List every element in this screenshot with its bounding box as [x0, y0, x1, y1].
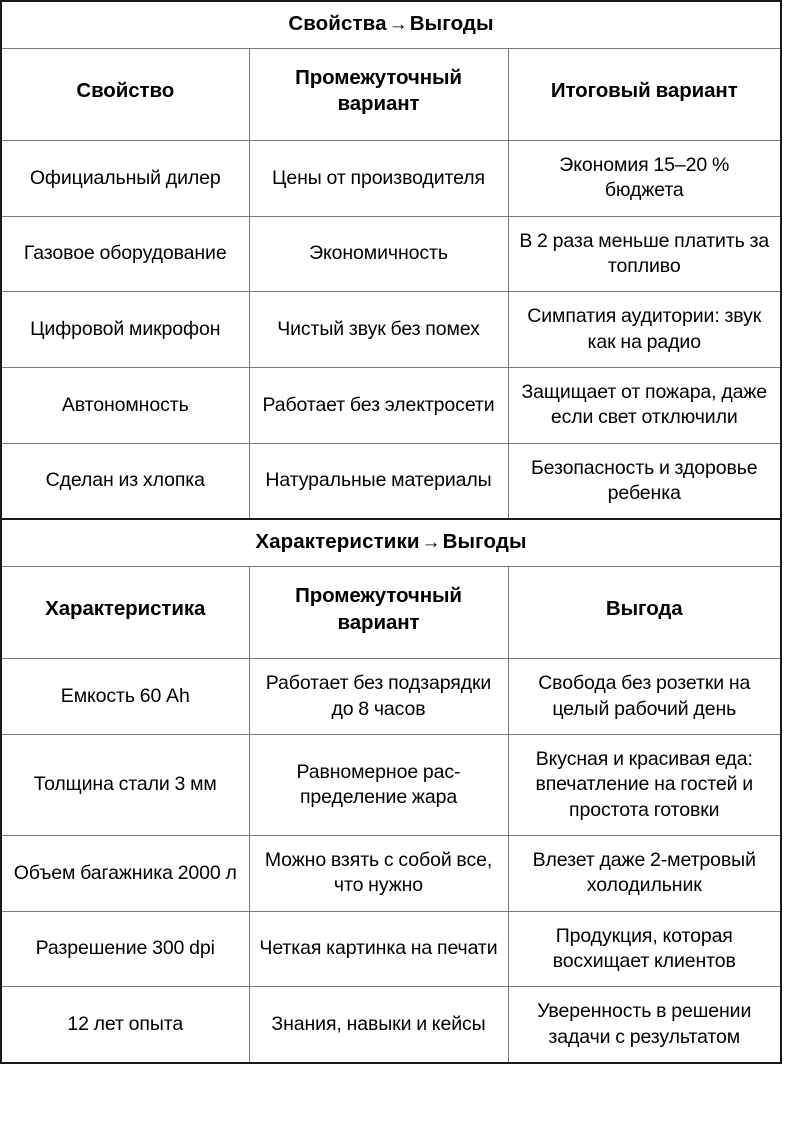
- cell-property: Автономность: [1, 368, 249, 444]
- column-header-row-properties: [1, 48, 781, 140]
- column-header-property: Свойство: [1, 48, 249, 140]
- section-title-row-properties: [1, 1, 781, 48]
- cell-intermediate: Можно взять с собой все, что нужно: [249, 836, 508, 912]
- cell-intermediate: Знания, навыки и кейсы: [249, 987, 508, 1063]
- cell-property: Газовое оборудование: [1, 216, 249, 292]
- cell-benefit: Уверенность в решении задачи с результатом: [508, 987, 781, 1063]
- cell-characteristic: Толщина стали 3 мм: [1, 735, 249, 836]
- table-row: [1, 911, 781, 987]
- cell-intermediate: Чистый звук без помех: [249, 292, 508, 368]
- cell-benefit: В 2 раза меньше платить за топливо: [508, 216, 781, 292]
- column-header-benefit: Выгода: [508, 567, 781, 659]
- cell-intermediate: Четкая картинка на печати: [249, 911, 508, 987]
- cell-intermediate: Работает без электросети: [249, 368, 508, 444]
- table-row: [1, 140, 781, 216]
- section-title-properties: [1, 1, 781, 48]
- table-row: [1, 292, 781, 368]
- section-title-row-characteristics: [1, 519, 781, 566]
- section-title-right-text: Выгоды: [409, 12, 494, 35]
- cell-intermediate: Работает без подзарядки до 8 часов: [249, 659, 508, 735]
- cell-property: Официальный дилер: [1, 140, 249, 216]
- table-row: [1, 659, 781, 735]
- column-header-row-characteristics: [1, 567, 781, 659]
- cell-property: Цифровой микрофон: [1, 292, 249, 368]
- cell-characteristic: Емкость 60 Ah: [1, 659, 249, 735]
- table-row: [1, 735, 781, 836]
- arrow-right-icon: →: [421, 532, 441, 554]
- cell-intermediate: Равномерное распределение жара: [249, 735, 508, 836]
- cell-benefit: Экономия 15–20 % бюджета: [508, 140, 781, 216]
- cell-benefit: Симпатия аудитории: звук как на радио: [508, 292, 781, 368]
- cell-intermediate: Экономичность: [249, 216, 508, 292]
- column-header-intermediate: Промежуточный вариант: [249, 48, 508, 140]
- cell-property: Сделан из хлопка: [1, 443, 249, 519]
- cell-benefit: Продукция, которая восхищает клиентов: [508, 911, 781, 987]
- section-title-right-text: Выгоды: [442, 530, 527, 554]
- cell-intermediate: Натуральные материалы: [249, 443, 508, 519]
- section-title-characteristics: [1, 519, 781, 566]
- arrow-right-icon: →: [388, 14, 408, 35]
- column-header-intermediate: Промежуточный вариант: [249, 567, 508, 659]
- cell-characteristic: Разрешение 300 dpi: [1, 911, 249, 987]
- table-row: [1, 368, 781, 444]
- table-row: [1, 443, 781, 519]
- cell-characteristic: 12 лет опыта: [1, 987, 249, 1063]
- table-row: [1, 216, 781, 292]
- column-header-final: Итоговый вариант: [508, 48, 781, 140]
- cell-characteristic: Объем багажника 2000 л: [1, 836, 249, 912]
- table-row: [1, 836, 781, 912]
- section-title-left-text: Свойства: [288, 12, 387, 35]
- cell-benefit: Влезет даже 2-метровый холодильник: [508, 836, 781, 912]
- table-row: [1, 987, 781, 1063]
- cell-intermediate: Цены от производителя: [249, 140, 508, 216]
- cell-benefit: Вкусная и красивая еда: впечатление на гостей и простота готовки: [508, 735, 781, 836]
- cell-benefit: Свобода без розетки на целый рабочий день: [508, 659, 781, 735]
- section-title-left-text: Характеристики: [255, 530, 420, 554]
- cell-benefit: Безопасность и здоровье ребенка: [508, 443, 781, 519]
- cell-benefit: Защищает от пожара, даже если свет отключили: [508, 368, 781, 444]
- column-header-characteristic: Характеристика: [1, 567, 249, 659]
